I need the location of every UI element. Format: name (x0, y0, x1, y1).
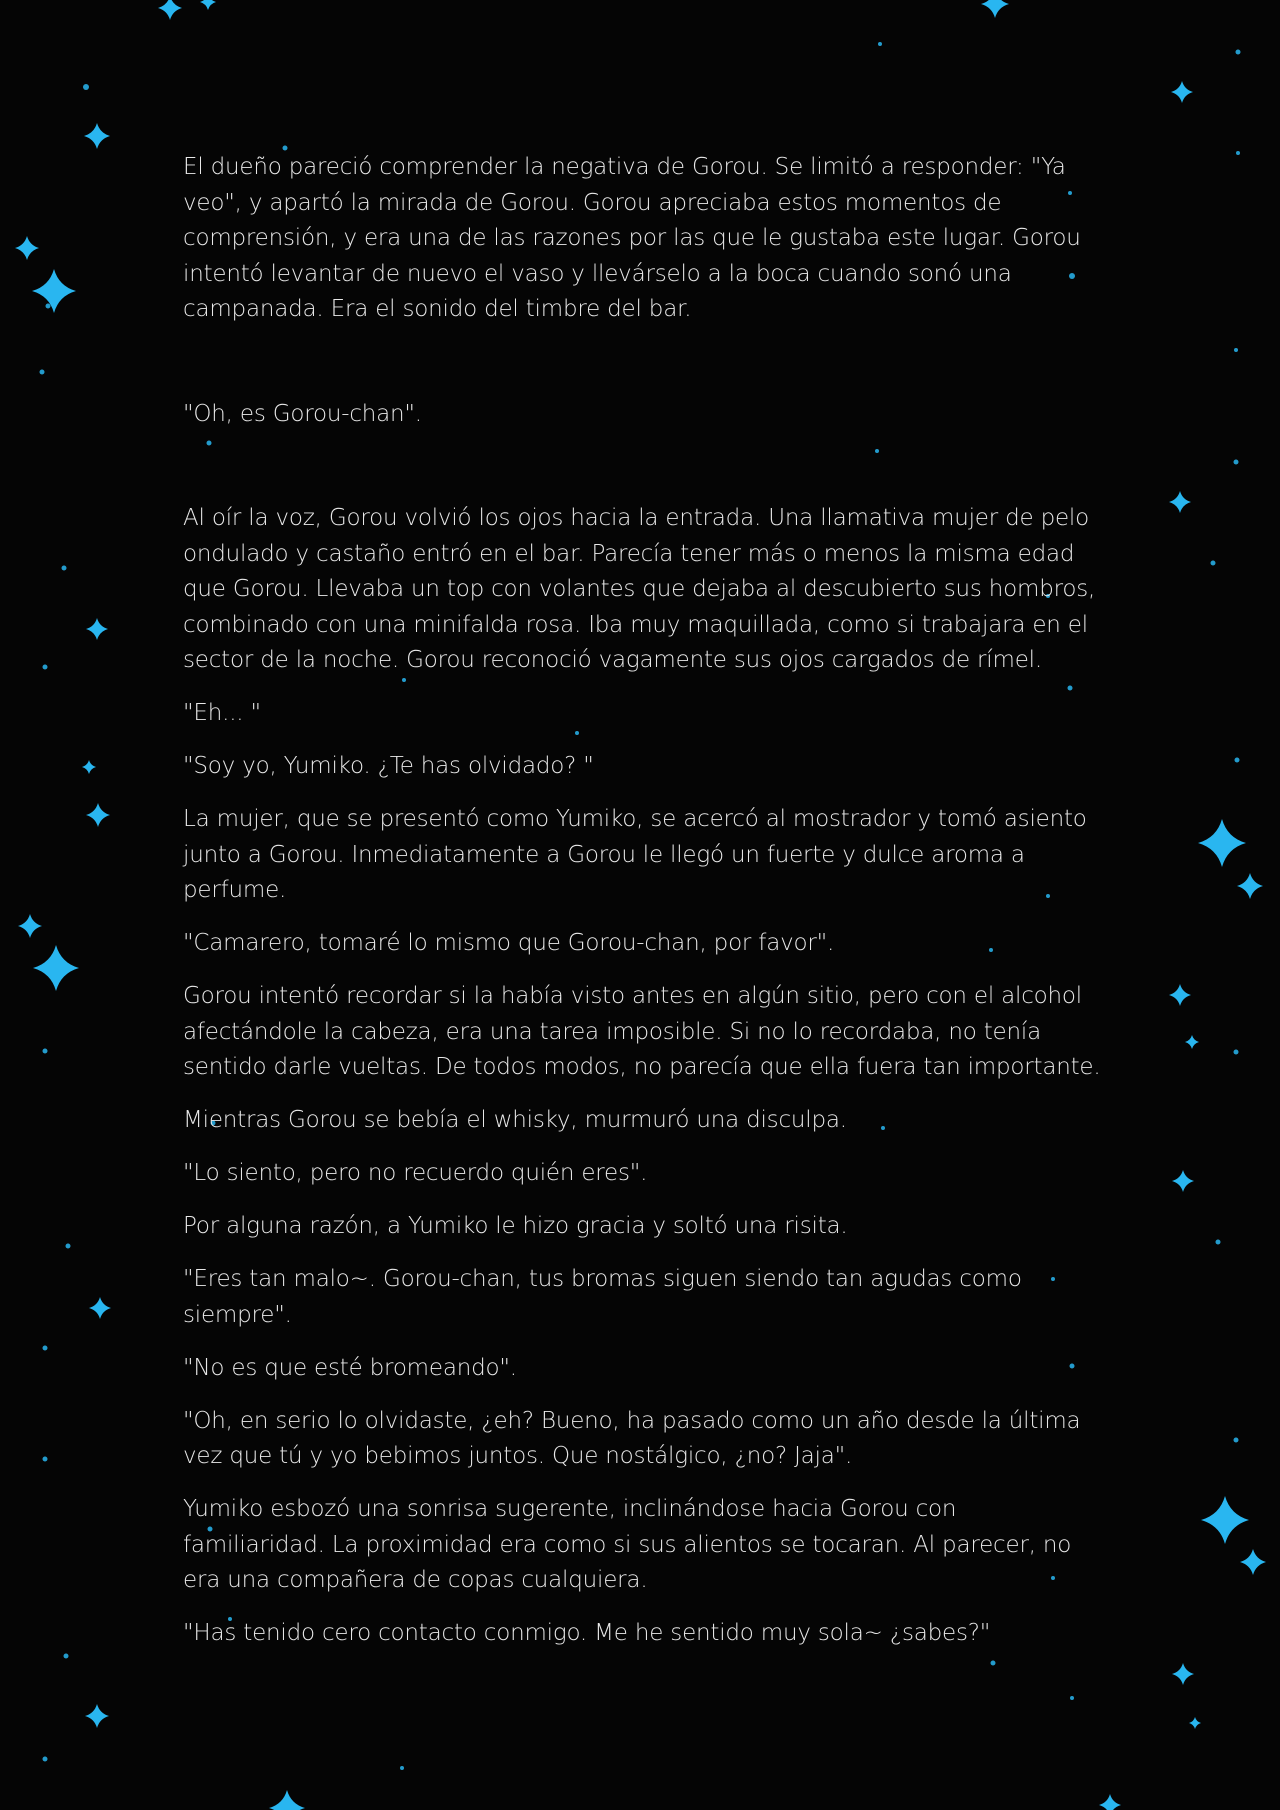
sparkle-star-icon (32, 269, 76, 313)
sparkle-star-icon (1185, 1035, 1199, 1049)
star-dot-icon (1211, 561, 1216, 566)
star-dot-icon (878, 42, 882, 46)
star-dot-icon (1234, 460, 1239, 465)
story-paragraph: Al oír la voz, Gorou volvió los ojos hacia la entrada. Una llamativa mujer de pelo ondulado y castaño entró en el bar. Parecía tener más o menos la misma edad que Gorou. Llevaba un top con volantes que dejaba al descubierto sus hombros, combinado con una minifalda rosa. Iba muy maquillada, como si trabajara en el sector de la noche. Gorou reconoció vagamente sus ojos cargados de rímel. (183, 505, 1096, 673)
sparkle-star-icon (1172, 1170, 1194, 1192)
star-dot-icon (64, 1654, 69, 1659)
sparkle-star-icon (158, 0, 182, 20)
sparkle-star-icon (269, 1790, 305, 1810)
story-paragraph: Mientras Gorou se bebía el whisky, murmuró una disculpa. (183, 1107, 847, 1133)
star-dot-icon (40, 370, 45, 375)
sparkle-star-icon (85, 1704, 109, 1728)
star-dot-icon (43, 665, 48, 670)
sparkle-star-icon (1189, 1717, 1201, 1729)
star-dot-icon (1236, 151, 1240, 155)
sparkle-star-icon (1169, 491, 1191, 513)
sparkle-star-icon (1171, 81, 1193, 103)
story-paragraph: "Oh, en serio lo olvidaste, ¿eh? Bueno, ha pasado como un año desde la última vez que tú y yo bebimos juntos. Que nostálgico, ¿no? Jaja". (183, 1407, 1081, 1469)
sparkle-star-icon (1169, 984, 1191, 1006)
sparkle-star-icon (84, 123, 110, 149)
star-dot-icon (1234, 1050, 1239, 1055)
star-dot-icon (43, 1757, 48, 1762)
sparkle-star-icon (33, 945, 79, 991)
star-dot-icon (43, 1049, 48, 1054)
story-paragraph: "No es que esté bromeando". (183, 1354, 517, 1381)
star-dot-icon (83, 84, 89, 90)
star-dot-icon (46, 304, 51, 309)
story-paragraph: Por alguna razón, a Yumiko le hizo gracia y soltó una risita. (183, 1213, 848, 1239)
star-dot-icon (43, 1346, 48, 1351)
story-paragraph: Gorou intentó recordar si la había visto antes en algún sitio, pero con el alcohol afectándole la cabeza, era una tarea imposible. Si no lo recordaba, no tenía sentido darle vueltas. De todos modos, no parecía que ella fuera tan importante. (183, 983, 1101, 1080)
sparkle-star-icon (82, 760, 96, 774)
story-paragraph: "Soy yo, Yumiko. ¿Te has olvidado? " (183, 753, 594, 779)
story-paragraph: "Camarero, tomaré lo mismo que Gorou-chan, por favor". (183, 930, 835, 956)
sparkle-star-icon (89, 1297, 111, 1319)
star-dot-icon (1236, 50, 1241, 55)
story-paragraph: La mujer, que se presentó como Yumiko, se acercó al mostrador y tomó asiento junto a Gorou. Inmediatamente a Gorou le llegó un fuerte y dulce aroma a perfume. (183, 806, 1087, 903)
sparkle-star-icon (1240, 1549, 1266, 1575)
story-paragraph: "Lo siento, pero no recuerdo quién eres". (183, 1160, 648, 1186)
story-paragraph: Yumiko esbozó una sonrisa sugerente, inclinándose hacia Gorou con familiaridad. La proximidad era como si sus alientos se tocaran. Al parecer, no era una compañera de copas cualquiera. (183, 1496, 1072, 1593)
sparkle-star-icon (981, 0, 1009, 18)
star-dot-icon (1234, 348, 1238, 352)
sparkle-star-icon (1201, 1496, 1249, 1544)
star-dot-icon (1234, 1438, 1239, 1443)
story-paragraph: "Eh... " (183, 700, 261, 726)
sparkle-star-icon (1237, 873, 1263, 899)
sparkle-star-icon (86, 618, 108, 640)
story-paragraph: "Eres tan malo~. Gorou-chan, tus bromas siguen siendo tan agudas como siempre". (183, 1266, 1022, 1328)
sparkle-star-icon (15, 236, 39, 260)
star-dot-icon (43, 1457, 48, 1462)
star-dot-icon (1216, 1240, 1221, 1245)
story-paragraph: "Oh, es Gorou-chan". (183, 400, 422, 427)
story-paragraph: El dueño pareció comprender la negativa de Gorou. Se limitó a responder: "Ya veo", y apartó la mirada de Gorou. Gorou apreciaba estos momentos de comprensión, y era una de las razones por las que le gustaba este lugar. Gorou intentó levantar de nuevo el vaso y llevárselo a la boca cuando sonó una campanada. Era el sonido del timbre del bar. (183, 154, 1081, 322)
star-dot-icon (1070, 1696, 1074, 1700)
story-text (183, 150, 1103, 1669)
sparkle-star-icon (1198, 819, 1246, 867)
sparkle-star-icon (86, 803, 110, 827)
sparkle-star-icon (1099, 1794, 1121, 1810)
story-paragraph: "Has tenido cero contacto conmigo. Me he sentido muy sola~ ¿sabes?" (183, 1620, 991, 1646)
sparkle-star-icon (1172, 1663, 1194, 1685)
star-dot-icon (62, 566, 67, 571)
star-dot-icon (1235, 758, 1240, 763)
star-dot-icon (400, 1766, 404, 1770)
sparkle-star-icon (18, 914, 42, 938)
sparkle-star-icon (200, 0, 216, 10)
star-dot-icon (66, 1244, 71, 1249)
